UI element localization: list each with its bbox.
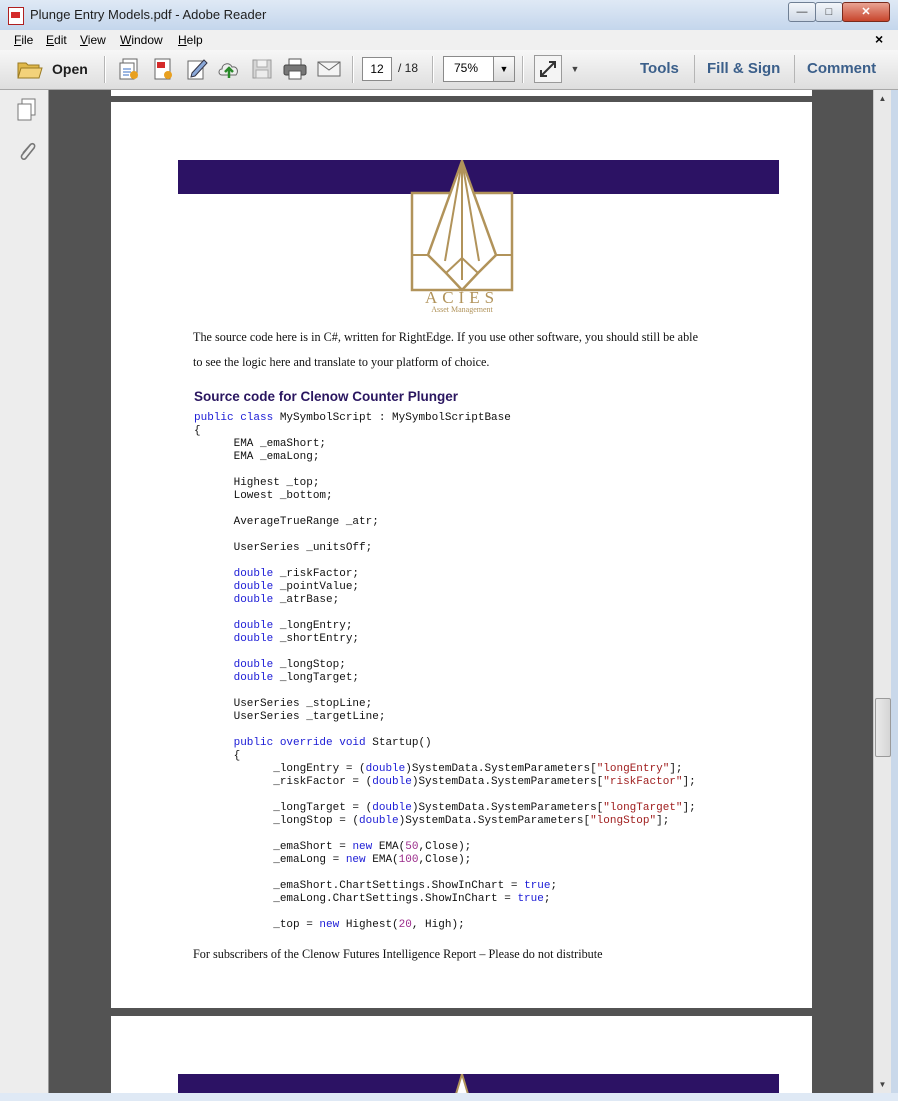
- code-token: _top =: [194, 919, 320, 931]
- scroll-up-icon[interactable]: ▲: [878, 94, 887, 103]
- code-line: [194, 490, 696, 503]
- vertical-scrollbar[interactable]: [873, 90, 891, 1093]
- code-token: Highest _top;: [194, 477, 320, 489]
- code-token: [194, 568, 234, 580]
- code-token: _emaShort =: [194, 841, 353, 853]
- zoom-select[interactable]: [443, 56, 515, 82]
- code-token: ];: [656, 815, 670, 827]
- code-line: [194, 477, 696, 490]
- create-pdf-icon[interactable]: [116, 56, 142, 82]
- code-token: _longStop = (: [194, 815, 360, 827]
- code-line: [194, 841, 696, 854]
- menu-window[interactable]: Window: [120, 33, 163, 47]
- code-line: [194, 516, 696, 529]
- code-token: ;: [550, 880, 558, 892]
- code-line: [194, 737, 696, 750]
- fit-page-icon[interactable]: [534, 55, 562, 83]
- toolbar-overflow-chevron-icon[interactable]: ▼: [570, 64, 580, 74]
- scroll-down-icon[interactable]: ▼: [878, 1080, 887, 1089]
- code-line: [194, 555, 696, 568]
- code-line: [194, 659, 696, 672]
- page-footer: For subscribers of the Clenow Futures Intelligence Report – Please do not distribute: [193, 947, 603, 961]
- code-line: [194, 815, 696, 828]
- intro-line-1: The source code here is in C#, written for RightEdge. If you use other software, you should still be able: [193, 330, 698, 344]
- code-token: double: [233, 568, 274, 580]
- close-document-icon[interactable]: ×: [875, 31, 884, 47]
- email-icon[interactable]: [316, 56, 342, 82]
- code-line: [194, 594, 696, 607]
- code-token: EMA(: [372, 841, 406, 853]
- code-token: _pointValue;: [273, 581, 360, 593]
- adobe-reader-icon: [8, 7, 24, 25]
- code-token: double: [365, 763, 406, 775]
- code-token: ];: [682, 776, 696, 788]
- scrollbar-thumb[interactable]: [875, 698, 891, 757]
- code-token: _shortEntry;: [273, 633, 360, 645]
- code-line: [194, 646, 696, 659]
- code-line: [194, 711, 696, 724]
- code-token: "longEntry": [596, 763, 670, 775]
- code-line: [194, 633, 696, 646]
- code-token: double: [233, 581, 274, 593]
- code-token: MySymbolScript : MySymbolScriptBase: [273, 412, 511, 424]
- navigation-pane: [0, 90, 49, 1093]
- code-token: double: [359, 815, 399, 827]
- code-line: [194, 802, 696, 815]
- cloud-upload-icon[interactable]: [216, 56, 242, 82]
- intro-line-2: to see the logic here and translate to your platform of choice.: [193, 355, 490, 369]
- save-icon[interactable]: [250, 56, 274, 82]
- close-window-button[interactable]: ✕: [842, 2, 890, 22]
- page-number-input[interactable]: 12: [362, 57, 392, 81]
- code-token: double: [372, 802, 412, 814]
- code-token: {: [194, 750, 241, 762]
- section-heading: Source code for Clenow Counter Plunger: [194, 389, 459, 404]
- code-token: double: [233, 620, 274, 632]
- code-token: UserSeries _unitsOff;: [194, 542, 373, 554]
- code-line: [194, 451, 696, 464]
- code-token: [194, 594, 234, 606]
- code-token: _riskFactor = (: [194, 776, 373, 788]
- code-token: UserSeries _targetLine;: [194, 711, 386, 723]
- code-token: )SystemData.SystemParameters[: [411, 776, 604, 788]
- code-token: 100: [398, 854, 419, 866]
- menu-edit[interactable]: Edit: [46, 33, 67, 47]
- comment-button[interactable]: Comment: [807, 60, 877, 77]
- code-token: true: [524, 880, 551, 892]
- pages-icon[interactable]: [16, 98, 36, 120]
- code-line: [194, 893, 696, 906]
- menu-file[interactable]: File: [14, 33, 34, 47]
- menu-bar: [0, 30, 898, 50]
- code-token: [194, 581, 234, 593]
- title-bar: [0, 0, 898, 30]
- code-token: [194, 620, 234, 632]
- logo-subtitle: Asset Management: [431, 305, 493, 314]
- code-line: [194, 698, 696, 711]
- code-line: [194, 464, 696, 477]
- previous-page-edge: [111, 90, 812, 96]
- code-token: public class: [194, 412, 274, 424]
- code-token: new: [352, 841, 373, 853]
- code-token: [194, 737, 234, 749]
- code-token: "longTarget": [603, 802, 683, 814]
- code-token: [194, 633, 234, 645]
- tools-button[interactable]: Tools: [640, 60, 679, 77]
- code-line: [194, 581, 696, 594]
- menu-view[interactable]: View: [80, 33, 106, 47]
- code-token: )SystemData.SystemParameters[: [411, 802, 604, 814]
- code-token: Highest(: [339, 919, 399, 931]
- code-token: EMA _emaShort;: [194, 438, 327, 450]
- code-line: [194, 425, 696, 438]
- pdf-page: [111, 102, 812, 1008]
- code-token: double: [372, 776, 412, 788]
- code-token: double: [233, 659, 274, 671]
- code-block: [194, 412, 696, 932]
- code-token: _longTarget = (: [194, 802, 373, 814]
- window-title: Plunge Entry Models.pdf - Adobe Reader: [30, 7, 267, 22]
- chevron-down-icon[interactable]: ▼: [493, 57, 514, 81]
- code-line: [194, 412, 696, 425]
- code-token: 20: [398, 919, 412, 931]
- code-line: [194, 672, 696, 685]
- code-line: [194, 607, 696, 620]
- next-page-logo-tip: [452, 1074, 472, 1093]
- code-token: [194, 672, 234, 684]
- code-token: ];: [669, 763, 683, 775]
- next-page-banner: [178, 1074, 779, 1093]
- code-token: "longStop": [590, 815, 657, 827]
- code-token: true: [517, 893, 544, 905]
- code-token: _longTarget;: [273, 672, 360, 684]
- code-token: EMA(: [365, 854, 399, 866]
- logo-name: ACIES: [424, 288, 500, 307]
- code-token: _longEntry;: [273, 620, 353, 632]
- code-token: [194, 659, 234, 671]
- code-token: ];: [682, 802, 696, 814]
- code-token: ,Close);: [418, 854, 472, 866]
- sign-icon[interactable]: [184, 56, 210, 82]
- code-line: [194, 542, 696, 555]
- code-token: Lowest _bottom;: [194, 490, 333, 502]
- code-line: [194, 568, 696, 581]
- code-token: 50: [405, 841, 419, 853]
- zoom-value: 75%: [454, 61, 479, 75]
- code-token: _emaShort.ChartSettings.ShowInChart =: [194, 880, 525, 892]
- code-token: "riskFactor": [603, 776, 683, 788]
- minimize-button[interactable]: —: [788, 2, 816, 22]
- code-token: _longStop;: [273, 659, 346, 671]
- menu-help[interactable]: Help: [178, 33, 203, 47]
- code-line: [194, 776, 696, 789]
- code-line: [194, 880, 696, 893]
- code-token: ;: [543, 893, 551, 905]
- status-bar: [0, 1093, 898, 1101]
- next-pdf-page: [111, 1016, 812, 1093]
- code-token: new: [345, 854, 366, 866]
- paperclip-icon[interactable]: [16, 140, 36, 162]
- code-token: new: [319, 919, 340, 931]
- document-viewer[interactable]: [49, 90, 873, 1093]
- code-token: EMA _emaLong;: [194, 451, 320, 463]
- print-icon[interactable]: [282, 56, 308, 82]
- code-token: )SystemData.SystemParameters[: [405, 763, 597, 775]
- maximize-button[interactable]: □: [815, 2, 843, 22]
- fill-sign-button[interactable]: Fill & Sign: [707, 60, 781, 77]
- code-token: )SystemData.SystemParameters[: [398, 815, 591, 827]
- code-token: double: [233, 594, 274, 606]
- code-line: [194, 620, 696, 633]
- code-line: [194, 763, 696, 776]
- code-line: [194, 685, 696, 698]
- code-token: UserSeries _stopLine;: [194, 698, 373, 710]
- code-line: [194, 438, 696, 451]
- acies-logo: [410, 160, 514, 320]
- code-token: _atrBase;: [273, 594, 340, 606]
- code-line: [194, 828, 696, 841]
- code-line: [194, 724, 696, 737]
- code-token: Startup(): [365, 737, 432, 749]
- code-line: [194, 867, 696, 880]
- code-token: double: [233, 672, 274, 684]
- code-line: [194, 750, 696, 763]
- open-button[interactable]: Open: [52, 61, 88, 77]
- code-token: AverageTrueRange _atr;: [194, 516, 379, 528]
- code-token: _longEntry = (: [194, 763, 366, 775]
- code-token: {: [194, 425, 201, 437]
- code-token: double: [233, 633, 274, 645]
- edit-pdf-icon[interactable]: [150, 56, 176, 82]
- code-token: ,Close);: [418, 841, 472, 853]
- code-line: [194, 854, 696, 867]
- folder-icon[interactable]: [16, 56, 44, 82]
- code-token: , High);: [411, 919, 465, 931]
- code-token: _emaLong.ChartSettings.ShowInChart =: [194, 893, 518, 905]
- page-total: / 18: [398, 61, 419, 75]
- code-token: _riskFactor;: [273, 568, 360, 580]
- code-line: [194, 529, 696, 542]
- code-token: _emaLong =: [194, 854, 346, 866]
- code-line: [194, 503, 696, 516]
- code-line: [194, 789, 696, 802]
- code-token: public override void: [233, 737, 366, 749]
- code-line: [194, 919, 696, 932]
- code-line: [194, 906, 696, 919]
